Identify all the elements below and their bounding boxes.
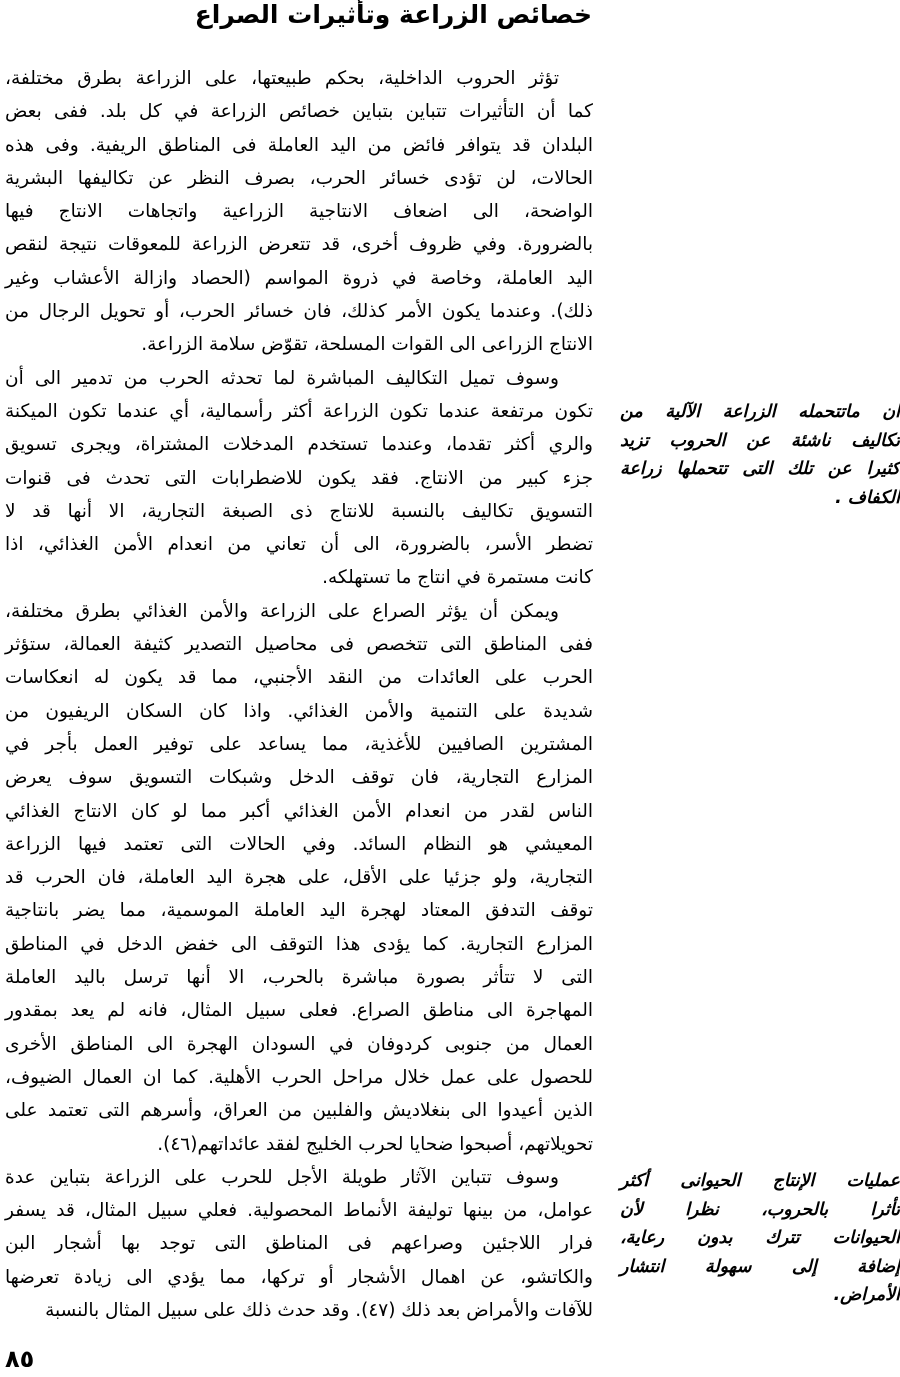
text-line: التى لا تتأثر بصورة مباشرة بالحرب، الا أنها ترسل باليد العاملة: [5, 967, 593, 989]
side-note-line: ان ماتتحمله الزراعة الآلية من: [620, 402, 900, 422]
side-note-line: تكاليف ناشئة عن الحروب تزيد: [620, 430, 900, 451]
text-line: الناس لقدر من انعدام الأمن الغذائي أكبر مما لو كان الانتاج الغذائي: [5, 800, 593, 822]
text-line: شديدة على التنمية والأمن الغذائي. واذا كان السكان الريفيون من: [5, 700, 593, 722]
text-line: تحويلاتهم، أصبحوا ضحايا لحرب الخليج لفقد عائداتهم(٤٦).: [157, 1133, 593, 1155]
text-line: كما أن التأثيرات تتباين بتباين خصائص الزراعة في كل بلد. ففى بعض: [5, 101, 593, 123]
side-note-livestock: [620, 1167, 900, 1310]
text-line: عوامل، من بينها توليفة الأنماط المحصولية. فعلي سبيل المثال، قد يسفر: [5, 1200, 593, 1222]
paragraph: [5, 1161, 593, 1327]
text-line: وسوف تتباين الآثار طويلة الأجل للحرب على الزراعة بتباين عدة: [5, 1166, 559, 1188]
text-line: تكون مرتفعة عندما تكون الزراعة أكثر رأسمالية، أي عندما تكون الميكنة: [5, 400, 593, 422]
text-line: والكاتشو، عن اهمال الأشجار أو تركها، مما يؤدي الى زيادة تعرضها: [5, 1266, 593, 1288]
side-note-line: الأمراض.: [833, 1285, 900, 1305]
page-title: خصائص الزراعة وتأثيرات الصراع: [194, 0, 592, 29]
text-line: العمال من جنوبى كردوفان في السودان الهجرة الى المناطق الأخرى: [5, 1033, 593, 1055]
text-line: البلدان قد يتوافر فائض من اليد العاملة فى المناطق الريفية. وفى هذه: [5, 134, 593, 156]
side-note-line: كثيرا عن تلك التى تتحملها زراعة: [620, 459, 900, 479]
side-note-line: الحيوانات تترك بدون رعاية،: [620, 1228, 900, 1248]
text-line: توقف التدفق المعتاد لهجرة اليد العاملة الموسمية، مما يضر بانتاجية: [5, 900, 593, 922]
text-line: للحصول على عمل خلال مراحل الحرب الأهلية. كما ان العمال الضيوف،: [5, 1066, 593, 1088]
text-line: المشترين الصافيين للأغذية، مما يساعد على توفير العمل بأجر في: [5, 733, 593, 755]
text-line: ويمكن أن يؤثر الصراع على الزراعة والأمن الغذائي بطرق مختلفة،: [5, 600, 559, 622]
text-line: وسوف تميل التكاليف المباشرة لما تحدثه الحرب من تدمير الى أن: [5, 367, 559, 389]
text-line: للآفات والأمراض بعد ذلك (٤٧). وقد حدث ذلك على سبيل المثال بالنسبة: [45, 1299, 593, 1321]
side-note-line: إضافة إلى سهولة انتشار: [620, 1256, 900, 1277]
text-line: التجارية، ولو جزئيا على الأقل، على هجرة اليد العاملة، فان الحرب قد: [5, 867, 593, 889]
side-note-mechanized-agriculture: [620, 398, 900, 512]
page-number: ٨٥: [5, 1345, 35, 1373]
text-line: كانت مستمرة في انتاج ما تستهلكه.: [322, 567, 593, 589]
side-note-line: تأثرا بالحروب، نظرا لأن: [620, 1199, 900, 1220]
text-line: ففى المناطق التى تتخصص فى محاصيل التصدير كثيفة العمالة، ستؤثر: [5, 634, 593, 656]
text-line: المهاجرة الى مناطق الصراع. فعلى سبيل المثال، فانه لم يعد بمقدور: [5, 1000, 593, 1022]
text-line: المزارع التجارية. كما يؤدى هذا التوقف الى خفض الدخل في المناطق: [5, 933, 593, 955]
side-note-line: الكفاف .: [835, 487, 900, 508]
side-note-line: عمليات الإنتاج الحيوانى أكثر: [620, 1171, 900, 1191]
text-line: الحرب على العائدات من النقد الأجنبي، مما قد يكون له انعكاسات: [5, 667, 593, 689]
text-line: والري أكثر تقدما، وعندما تستخدم المدخلات المشتراة، ويجرى تسويق: [5, 434, 593, 456]
text-line: المعيشي هو النظام السائد. وفي الحالات التى تعتمد فيها الزراعة: [5, 833, 593, 855]
text-line: الذين أعيدوا الى بنغلاديش والفلبين من العراق، وأسرهم التى تعتمد على: [5, 1100, 593, 1122]
text-line: تضطر الأسر، بالضرورة، الى أن تعاني من انعدام الأمن الغذائي، اذا: [5, 534, 593, 556]
text-line: جزء كبير من الانتاج. فقد يكون للاضطرابات التى تحدث فى قنوات: [5, 467, 593, 489]
text-line: الانتاج الزراعى الى القوات المسلحة، تقوّض سلامة الزراعة.: [141, 334, 593, 356]
main-text: [5, 62, 593, 1327]
text-line: بالضرورة. وفي ظروف أخرى، قد تتعرض الزراعة للمعوقات نتيجة لنقص: [5, 234, 593, 256]
paragraph: [5, 595, 593, 1161]
text-line: الحالات، لن تؤدى خسائر الحرب، بصرف النظر عن تكاليفها البشرية: [5, 167, 593, 189]
text-line: تؤثر الحروب الداخلية، بحكم طبيعتها، على الزراعة بطرق مختلفة،: [5, 68, 559, 89]
text-line: الواضحة، الى اضعاف الانتاجية الزراعية واتجاهات الانتاج فيها: [5, 201, 593, 223]
text-line: اليد العاملة، وخاصة في ذروة المواسم (الحصاد وازالة الأعشاب وغير: [5, 267, 593, 289]
paragraph: [5, 362, 593, 595]
paragraph: [5, 62, 593, 362]
text-line: فرار اللاجئين وصراعهم فى المناطق التى توجد بها أشجار البن: [5, 1233, 593, 1255]
text-line: ذلك). وعندما يكون الأمر كذلك، فان خسائر الحرب، أو تحويل الرجال من: [5, 301, 593, 323]
text-line: المزارع التجارية، فان توقف الدخل وشبكات التسويق سوف يعرض: [5, 767, 593, 789]
text-line: التسويق تكاليف بالنسبة للانتاج ذى الصبغة التجارية، الا أنها قد لا: [5, 500, 593, 522]
